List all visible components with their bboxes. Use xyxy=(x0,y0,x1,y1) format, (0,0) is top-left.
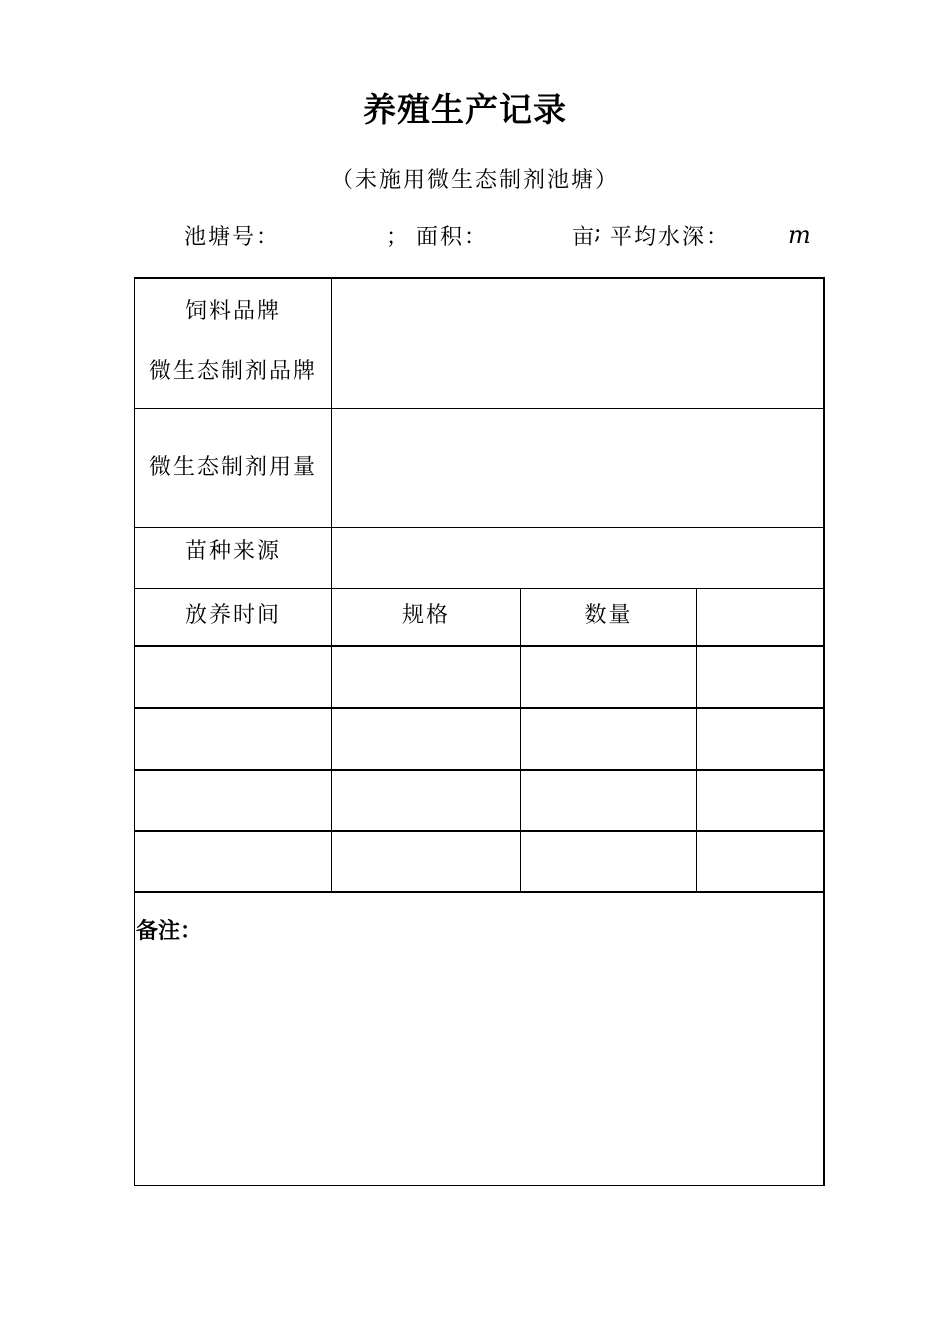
feed-brand-label: 饲料品牌 xyxy=(184,299,281,324)
row-divider xyxy=(134,830,825,832)
pond-number-label: 池塘号： xyxy=(184,225,281,250)
column-header-stocking-time: 放养时间 xyxy=(184,603,281,628)
remarks-label: 备注： xyxy=(136,919,203,944)
table-border-bottom xyxy=(134,1185,825,1186)
column-divider xyxy=(696,588,697,892)
seed-source-label: 苗种来源 xyxy=(184,539,281,564)
row-divider xyxy=(134,527,825,528)
area-label: 面积： xyxy=(416,225,489,250)
document-subtitle: （未施用微生态制剂池塘） xyxy=(330,168,619,193)
separator-semicolon: ； xyxy=(386,225,411,250)
avg-depth-label: 平均水深： xyxy=(610,225,731,250)
row-divider xyxy=(134,645,825,647)
document-title: 养殖生产记录 xyxy=(363,90,567,129)
row-divider xyxy=(134,891,825,893)
row-divider xyxy=(134,408,825,409)
record-table xyxy=(134,277,825,1186)
area-unit: 亩 xyxy=(572,225,597,250)
depth-unit: m xyxy=(788,221,811,249)
column-header-quantity: 数量 xyxy=(584,603,633,628)
row-divider xyxy=(134,707,825,709)
table-border-left xyxy=(134,277,135,1186)
column-header-spec: 规格 xyxy=(401,603,450,628)
table-border-top xyxy=(134,277,825,279)
probiotic-dosage-label: 微生态制剂用量 xyxy=(148,455,317,480)
row-divider xyxy=(134,769,825,771)
separator-semicolon-2: ; xyxy=(594,220,604,245)
column-divider xyxy=(520,588,521,892)
row-divider xyxy=(134,588,825,589)
probiotic-brand-label: 微生态制剂品牌 xyxy=(148,359,317,384)
table-border-right xyxy=(823,277,825,1186)
